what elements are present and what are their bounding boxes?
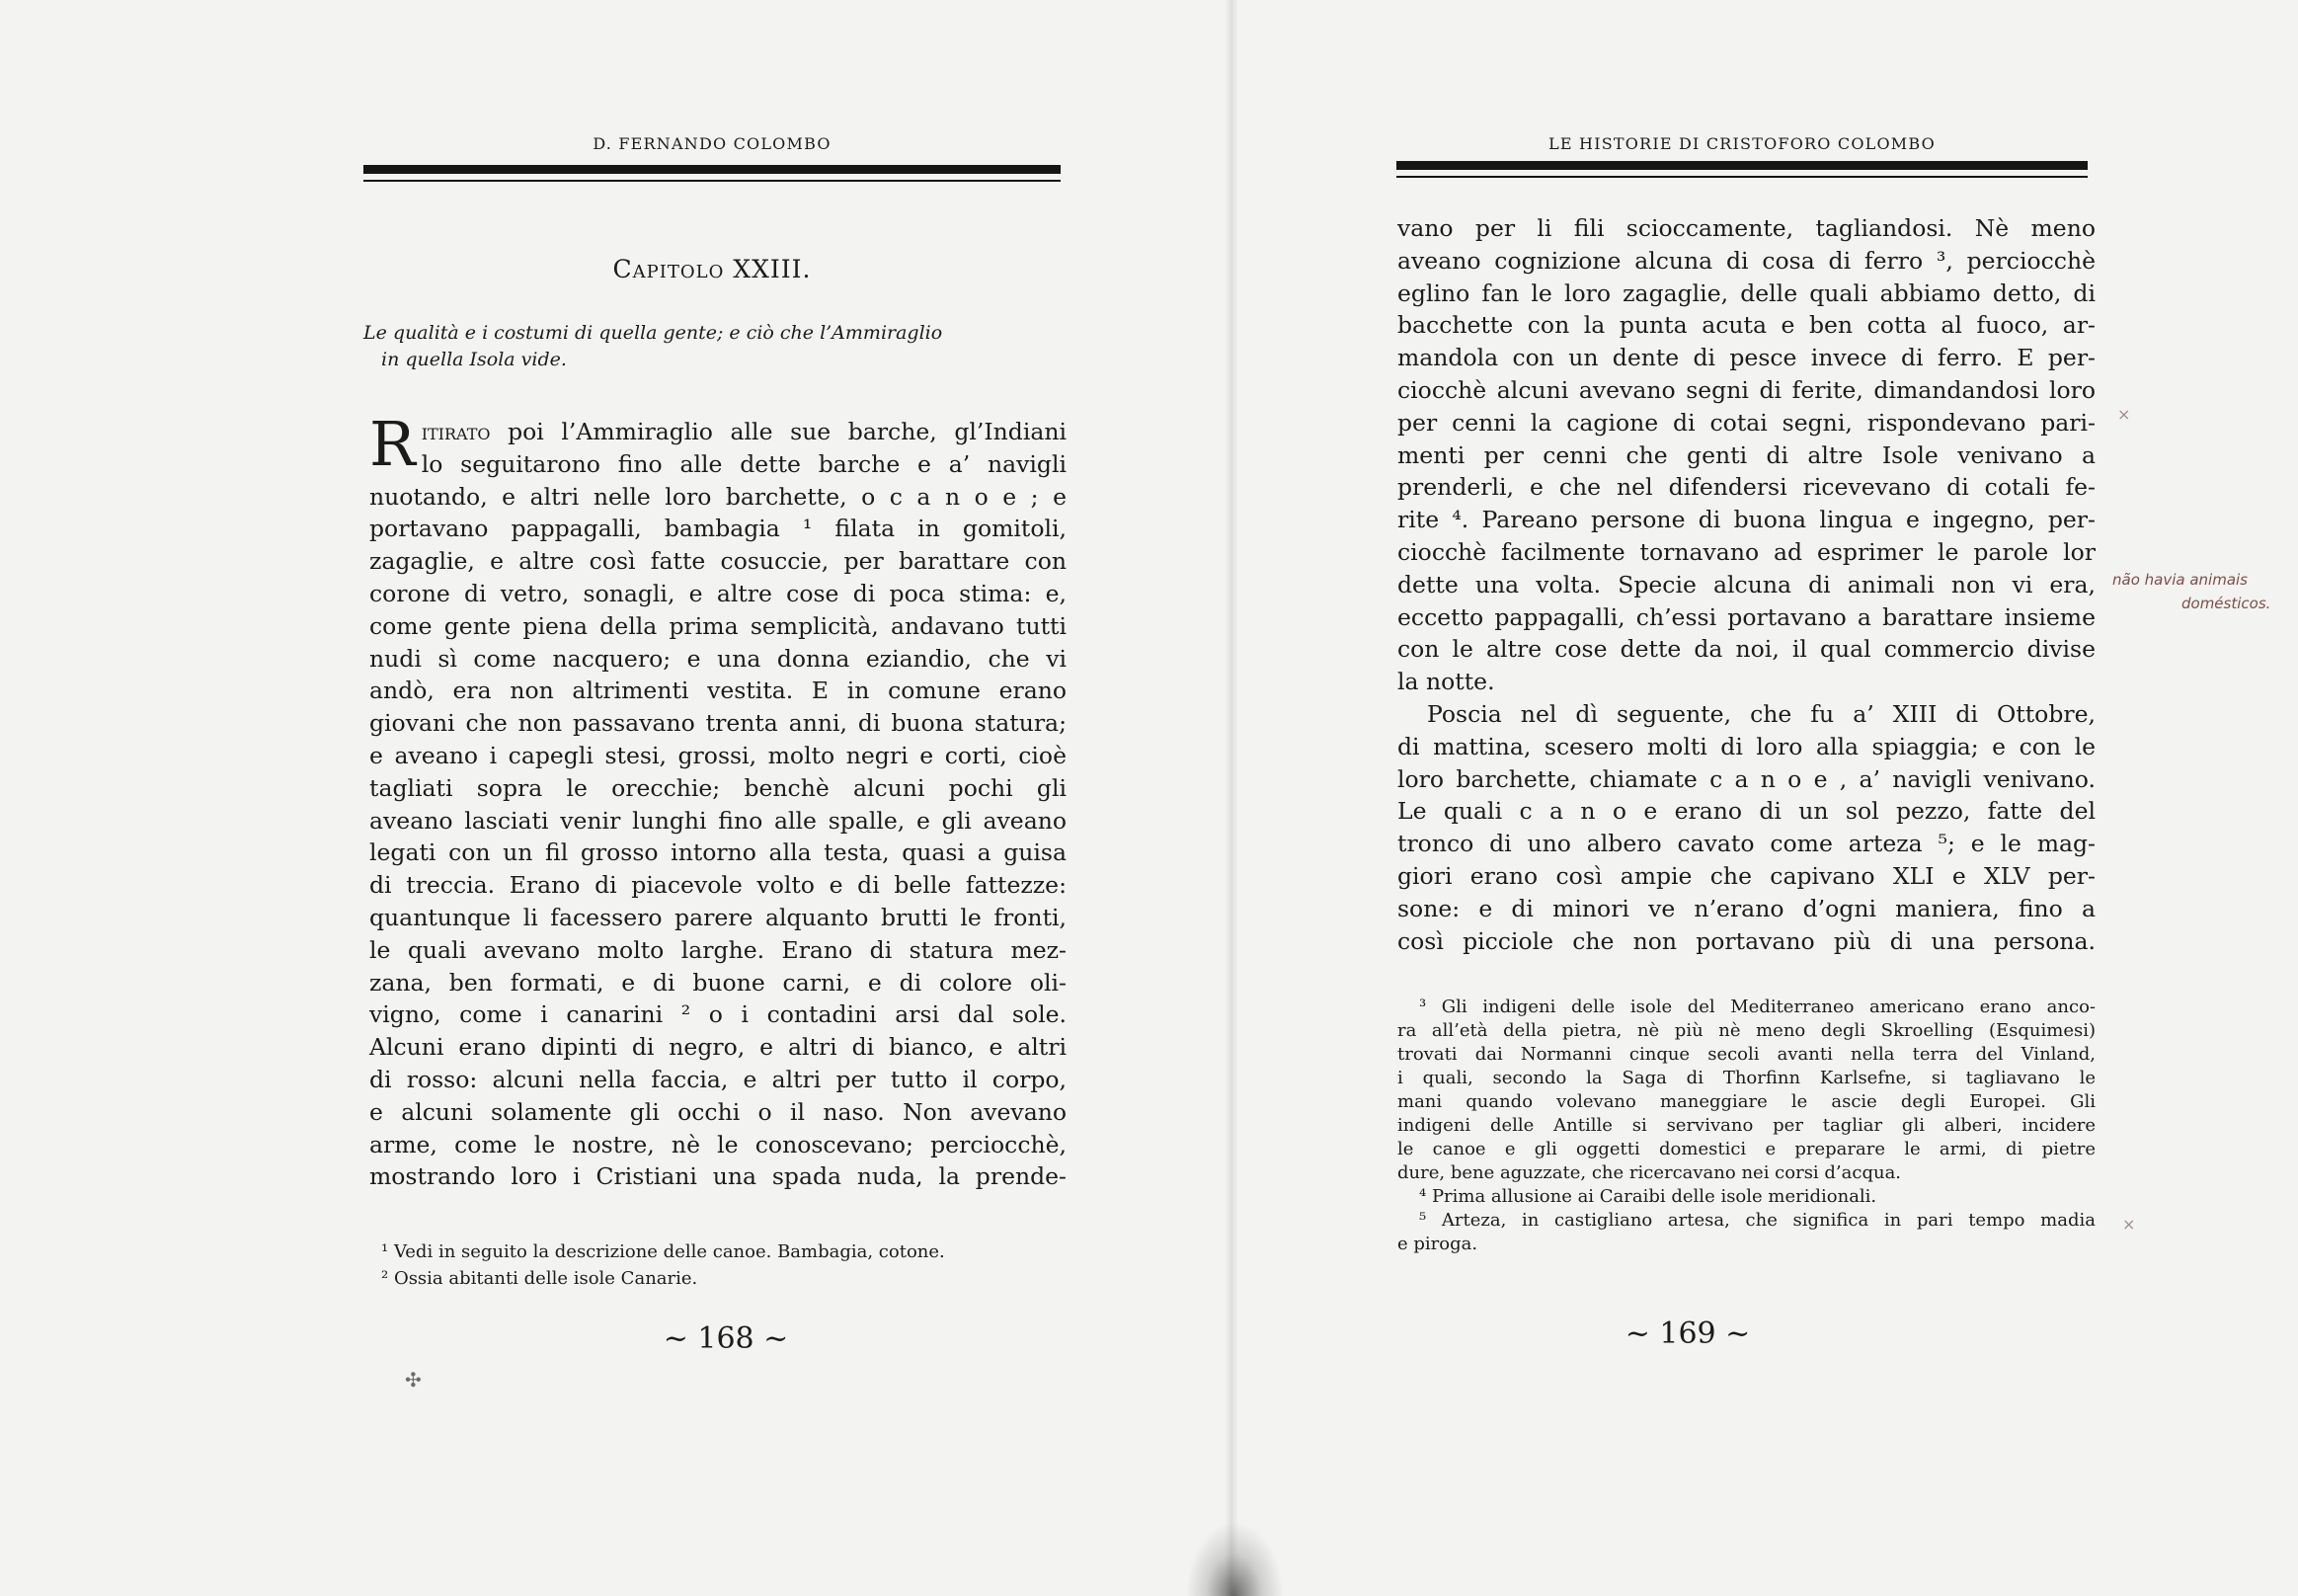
body-line: giovani che non passavano trenta anni, di buona statura; (369, 709, 1067, 738)
chapter-subtitle (363, 320, 1061, 373)
body-line: andò, era non altrimenti vestita. E in comune erano (369, 677, 1067, 705)
left-page-number: ~ 168 ~ (663, 1321, 789, 1356)
gutter-fold (1225, 0, 1238, 1596)
footnote-2: ² Ossia abitanti delle isole Canarie. (381, 1268, 698, 1289)
body-line: loro barchette, chiamate c a n o e , a’ navigli venivano. (1397, 764, 2096, 793)
ink-smudge-icon: ✣ (405, 1368, 422, 1392)
body-line: giori erano così ampie che capivano XLI e XLV per- (1397, 861, 2096, 890)
body-line: le quali avevano molto larghe. Erano di statura mez- (369, 935, 1067, 964)
body-line: corone di vetro, sonagli, e altre cose di poca stima: e, (369, 579, 1067, 607)
body-line: rite ⁴. Pareano persone di buona lingua e ingegno, per- (1397, 506, 2096, 534)
body-line: e alcuni solamente gli occhi o il naso. Non avevano (369, 1097, 1067, 1126)
body-line: menti per cenni che genti di altre Isole venivano a (1397, 440, 2096, 469)
body-line: così picciole che non portavano più di una persona. (1397, 926, 2096, 955)
chapter-title: Capitolo XXIII. (612, 255, 812, 283)
footnote-line: ⁵ Arteza, in castigliano artesa, che significa in pari tempo madia (1419, 1210, 2096, 1231)
footnote-line: ra all’età della pietra, nè più nè meno degli Skroelling (Esquimesi) (1397, 1020, 2096, 1041)
body-line: di treccia. Erano di piacevole volto e di belle fattezze: (369, 871, 1067, 900)
footnote-line: trovati dai Normanni cinque secoli avanti nella terra del Vinland, (1397, 1044, 2096, 1065)
footnote-line: mani quando volevano maneggiare le ascie degli Europei. Gli (1397, 1091, 2096, 1112)
right-running-head: LE HISTORIE DI CRISTOFORO COLOMBO (1548, 134, 1936, 153)
body-line: arme, come le nostre, nè le conoscevano; perciocchè, (369, 1130, 1067, 1158)
right-page (1238, 0, 2298, 1596)
footnote-line: i quali, secondo la Saga di Thorfinn Karlsefne, si tagliavano le (1397, 1068, 2096, 1088)
left-body-text (369, 408, 1067, 1193)
body-line: mandola con un dente di pesce invece di ferro. E per- (1397, 344, 2096, 372)
right-page-number: ~ 169 ~ (1624, 1317, 1751, 1351)
body-line: zagaglie, e altre così fatte cosuccie, per barattare con (369, 547, 1067, 576)
body-line: di mattina, scesero molti di loro alla spiaggia; e con le (1397, 732, 2096, 760)
footnote-line: le canoe e gli oggetti domestici e preparare le armi, di pietre (1397, 1139, 2096, 1159)
left-head-rule-thick (363, 165, 1061, 174)
body-line: bacchette con la punta acuta e ben cotta al fuoco, ar- (1397, 311, 2096, 340)
body-line: dette una volta. Specie alcuna di animali non vi era, (1397, 570, 2096, 598)
right-body-text (1397, 212, 2096, 957)
body-line (369, 416, 1067, 448)
body-line: eccetto pappagalli, ch’essi portavano a barattare insieme (1397, 602, 2096, 631)
body-line: ciocchè facilmente tornavano ad esprimer le parole lor (1397, 537, 2096, 566)
body-line: quantunque li facessero parere alquanto brutti le fronti, (369, 903, 1067, 931)
body-line: aveano cognizione alcuna di cosa di ferro ³, perciocchè (1397, 246, 2096, 275)
left-head-rule-thin (363, 180, 1061, 182)
drop-cap: R (369, 408, 416, 480)
body-line: prenderli, e che nel difendersi ricevevano di cotali fe- (1397, 473, 2096, 502)
body-line: per cenni la cagione di cotai segni, rispondevano pari- (1397, 408, 2096, 437)
body-line: aveano lasciati venir lunghi fino alle spalle, e gli aveano (369, 806, 1067, 835)
body-line: Alcuni erano dipinti di negro, e altri di bianco, e altri (369, 1033, 1067, 1062)
footnote-1: ¹ Vedi in seguito la descrizione delle canoe. Bambagia, cotone. (381, 1241, 945, 1262)
body-line: lo seguitarono fino alle dette barche e a’ navigli (421, 449, 1067, 478)
body-line: di rosso: alcuni nella faccia, e altri per tutto il corpo, (369, 1065, 1067, 1093)
footnote-line: indigeni delle Antille si servivano per tagliar gli alberi, incidere (1397, 1115, 2096, 1136)
first-word-rest: itirato (421, 418, 491, 445)
body-line: legati con un fil grosso intorno alla testa, quasi a guisa (369, 838, 1067, 867)
footnote-line: e piroga. (1397, 1234, 1478, 1254)
body-line: tronco di uno albero cavato come arteza ⁵; e le mag- (1397, 830, 2096, 858)
body-line: tagliati sopra le orecchie; benchè alcuni pochi gli (369, 773, 1067, 802)
body-line: con le altre cose dette da noi, il qual commercio divise (1397, 635, 2096, 664)
pencil-mark-icon: × (2117, 405, 2131, 424)
body-line: come gente piena della prima semplicità, andavano tutti (369, 611, 1067, 640)
body-line: sone: e di minori ve n’erano d’ogni maniera, fino a (1397, 894, 2096, 922)
body-line: zana, ben formati, e di buone carni, e di colore oli- (369, 968, 1067, 997)
right-footnotes (1397, 996, 2096, 1256)
body-line: nudi sì come nacquero; e una donna eziandio, che vi (369, 644, 1067, 673)
left-running-head: D. FERNANDO COLOMBO (593, 134, 832, 153)
body-line: portavano pappagalli, bambagia ¹ filata in gomitoli, (369, 515, 1067, 543)
margin-note-line: não havia animais (2112, 571, 2248, 589)
body-line: Poscia nel dì seguente, che fu a’ XIII di Ottobre, (1427, 699, 2096, 728)
pencil-mark-icon: × (2122, 1215, 2136, 1234)
body-line: nuotando, e altri nelle loro barchette, o c a n o e ; e (369, 482, 1067, 511)
body-line: Le quali c a n o e erano di un sol pezzo, fatte del (1397, 797, 2096, 826)
footnote-line: ⁴ Prima allusione ai Caraibi delle isole meridionali. (1419, 1186, 1877, 1207)
body-line: eglino fan le loro zagaglie, delle quali abbiamo detto, di (1397, 279, 2096, 307)
subtitle-line: Le qualità e i costumi di quella gente; e ciò che l’Ammiraglio (363, 322, 943, 344)
body-line: vigno, come i canarini ² o i contadini arsi dal sole. (369, 1000, 1067, 1029)
right-head-rule-thin (1396, 176, 2088, 178)
subtitle-line: in quella Isola vide. (381, 349, 567, 370)
left-footnotes (381, 1238, 1072, 1292)
right-head-rule-thick (1396, 161, 2088, 170)
body-line: vano per li fili scioccamente, tagliandosi. Nè meno (1397, 214, 2096, 242)
footnote-line: dure, bene aguzzate, che ricercavano nei corsi d’acqua. (1397, 1162, 1902, 1183)
body-line: e aveano i capegli stesi, grossi, molto negri e corti, cioè (369, 741, 1067, 769)
footnote-line: ³ Gli indigeni delle isole del Mediterraneo americano erano anco- (1419, 997, 2096, 1017)
margin-note-line: domésticos. (2181, 595, 2271, 612)
handwritten-margin-note (2112, 568, 2290, 615)
body-line: mostrando loro i Cristiani una spada nuda, la prende- (369, 1162, 1067, 1191)
body-line: ciocchè alcuni avevano segni di ferite, dimandandosi loro (1397, 375, 2096, 404)
body-line: la notte. (1397, 668, 1495, 696)
body-line-text: poi l’Ammiraglio alle sue barche, gl’Indiani (490, 418, 1067, 445)
